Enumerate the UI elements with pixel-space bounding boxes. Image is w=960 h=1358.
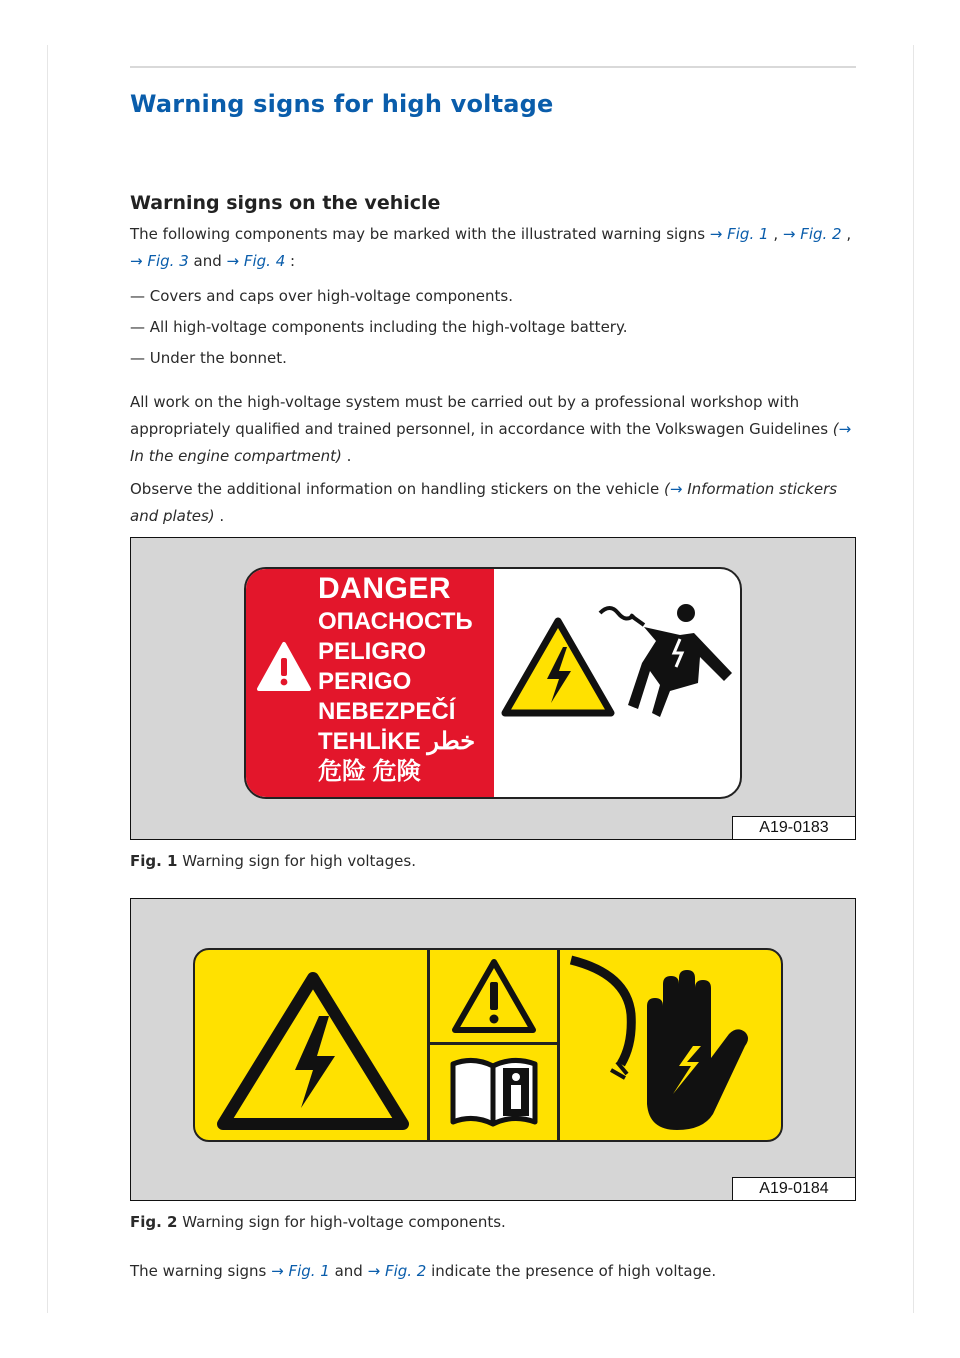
fig2-link[interactable]: Fig. 2 — [800, 225, 842, 243]
page-title: Warning signs for high voltage — [130, 90, 554, 118]
figure-2-caption: Fig. 2 Warning sign for high-voltage components. — [130, 1213, 506, 1231]
list-item: — Covers and caps over high-voltage components. — [130, 287, 513, 305]
header-divider — [130, 66, 856, 68]
fig4-link[interactable]: Fig. 4 — [243, 252, 286, 270]
information-stickers-link[interactable]: Information stickers and plates) — [130, 480, 838, 525]
work-paragraph: All work on the high-voltage system must be carried out by a professional workshop with appropriately qualified and trained personnel, in accordance with the Volkswagen Guidelines (→ In the engine compartment) . — [130, 393, 852, 465]
arrow-icon: → — [782, 225, 801, 243]
fig3-link[interactable]: Fig. 3 — [147, 252, 189, 270]
page-left-rule — [47, 45, 48, 1313]
fig1-link[interactable]: Fig. 1 — [288, 1262, 330, 1280]
fig1-link[interactable]: Fig. 1 — [727, 225, 769, 243]
engine-compartment-link[interactable]: In the engine compartment) — [130, 447, 342, 465]
exclamation-triangle-icon — [256, 641, 312, 693]
danger-sticker — [244, 567, 742, 799]
arrow-icon: → — [838, 420, 852, 438]
sticker-divider — [427, 1042, 560, 1045]
arrow-icon: → — [669, 480, 688, 498]
figure-2 — [130, 898, 856, 1201]
list-item: — All high-voltage components including the high-voltage battery. — [130, 318, 628, 336]
fig2-link[interactable]: Fig. 2 — [384, 1262, 427, 1280]
closing-paragraph: The warning signs → Fig. 1 and → Fig. 2 indicate the presence of high voltage. — [130, 1262, 717, 1280]
danger-word: 危险 危険 — [318, 758, 421, 785]
danger-word: DANGER — [318, 572, 452, 605]
arrow-icon: → — [271, 1262, 289, 1280]
arrow-icon: → — [709, 225, 728, 243]
arrow-icon: → — [367, 1262, 385, 1280]
high-voltage-warning-triangle-icon — [215, 970, 411, 1130]
danger-word: TEHLİKE خطر — [318, 728, 476, 755]
high-voltage-component-sticker — [193, 948, 783, 1142]
page-right-rule — [913, 45, 914, 1313]
sticker-divider — [557, 950, 560, 1140]
arrow-icon: → — [130, 252, 148, 270]
figure-code: A19-0184 — [732, 1177, 855, 1200]
list-item: — Under the bonnet. — [130, 349, 287, 367]
section-title: Warning signs on the vehicle — [130, 192, 441, 214]
danger-word-list — [318, 571, 475, 787]
intro-paragraph: The following components may be marked with the illustrated warning signs → Fig. 1 , → Fig. 2 , → Fig. 3 and → Fig. 4 : — [130, 225, 852, 270]
exclamation-triangle-icon — [451, 958, 537, 1034]
figure-1-caption: Fig. 1 Warning sign for high voltages. — [130, 852, 416, 870]
figure-1 — [130, 537, 856, 840]
danger-word: PERIGO — [318, 668, 412, 695]
figure-code: A19-0183 — [732, 816, 855, 839]
sticker-divider — [427, 950, 430, 1140]
danger-word: ОПАСНОСТЬ — [318, 608, 473, 635]
observe-paragraph: Observe the additional information on handling stickers on the vehicle (→ Information stickers and plates) . — [130, 480, 838, 525]
danger-word: PELIGRO — [318, 638, 427, 665]
danger-word: NEBEZPEČÍ — [318, 698, 456, 725]
arrow-icon: → — [226, 252, 244, 270]
electric-shock-person-icon — [598, 599, 738, 749]
hand-shock-icon — [567, 954, 775, 1136]
read-manual-icon — [447, 1054, 541, 1130]
